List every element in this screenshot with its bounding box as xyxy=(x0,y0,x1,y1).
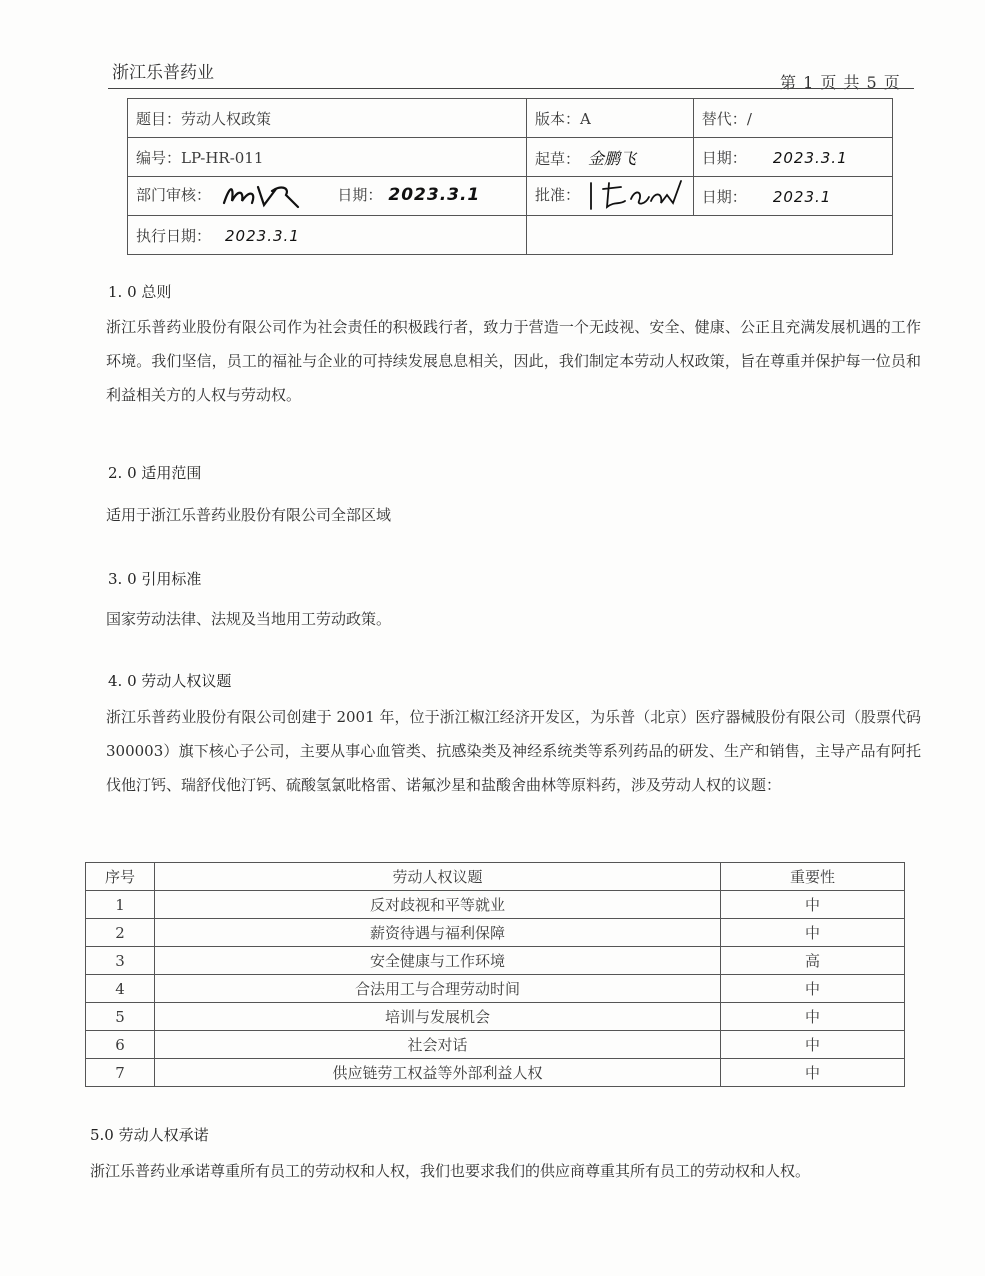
row-importance: 中 xyxy=(721,1059,905,1087)
table-row xyxy=(86,1003,905,1031)
row-importance: 中 xyxy=(721,1003,905,1031)
code-label: 编号： xyxy=(136,148,182,167)
labor-rights-issues-table xyxy=(85,862,905,1087)
section-3-heading: 3. 0 引用标准 xyxy=(108,570,202,588)
title-label: 题目： xyxy=(136,109,182,128)
header-importance: 重要性 xyxy=(721,863,905,891)
dept-review-label: 部门审核： xyxy=(136,186,212,204)
code-value: LP-HR-011 xyxy=(181,148,264,167)
approve-date-label: 日期： xyxy=(701,187,747,206)
info-row-code xyxy=(128,138,893,177)
issues-header-row xyxy=(86,863,905,891)
table-row xyxy=(86,947,905,975)
exec-date: 2023.3.1 xyxy=(225,226,300,245)
section-2-heading: 2. 0 适用范围 xyxy=(108,464,202,482)
section-1-heading: 1. 0 总则 xyxy=(108,283,172,301)
dept-date-label: 日期： xyxy=(337,186,383,204)
row-issue: 培训与发展机会 xyxy=(155,1003,721,1031)
page-info: 第 1 页 共 5 页 xyxy=(780,73,901,92)
section-4-body: 浙江乐普药业股份有限公司创建于 2001 年，位于浙江椒江经济开发区，为乐普（北京）医疗器械股份有限公司（股票代码 300003）旗下核心子公司，主要从事心血管类、抗感染类及神经系统类等系列药品的研发、生产和销售，主导产品有阿托伐他汀钙、瑞舒伐他汀钙、硫酸氢氯吡格雷、诺氟沙星和盐酸舍曲林等原料药，涉及劳动人权的议题： xyxy=(106,708,921,794)
draft-label: 起草： xyxy=(535,149,581,168)
row-issue: 合法用工与合理劳动时间 xyxy=(155,975,721,1003)
section-5-heading: 5.0 劳动人权承诺 xyxy=(90,1126,209,1144)
approve-date: 2023.1 xyxy=(772,187,832,206)
section-4-heading: 4. 0 劳动人权议题 xyxy=(108,672,232,690)
row-no: 1 xyxy=(86,891,155,919)
info-row-exec xyxy=(128,216,893,255)
row-issue: 供应链劳工权益等外部利益人权 xyxy=(155,1059,721,1087)
dept-review-signature-mark xyxy=(220,181,306,211)
table-row xyxy=(86,1059,905,1087)
draft-cell xyxy=(527,138,694,177)
version-cell xyxy=(527,99,694,138)
title-value: 劳动人权政策 xyxy=(181,109,272,128)
info-row-title xyxy=(128,99,893,138)
exec-date-label: 执行日期： xyxy=(136,226,212,245)
row-importance: 中 xyxy=(721,891,905,919)
row-issue: 薪资待遇与福利保障 xyxy=(155,919,721,947)
dept-review-cell xyxy=(128,177,527,216)
dept-date: 2023.3.1 xyxy=(388,185,481,205)
table-row xyxy=(86,891,905,919)
row-importance: 中 xyxy=(721,975,905,1003)
draft-date-cell xyxy=(693,138,892,177)
table-row xyxy=(86,975,905,1003)
header-no: 序号 xyxy=(86,863,155,891)
row-no: 5 xyxy=(86,1003,155,1031)
title-cell xyxy=(128,99,527,138)
approve-cell xyxy=(527,177,694,216)
table-row xyxy=(86,1031,905,1059)
version-value: A xyxy=(580,109,591,128)
table-row xyxy=(86,919,905,947)
replace-label: 替代： xyxy=(701,109,747,128)
row-no: 3 xyxy=(86,947,155,975)
document-info-table xyxy=(127,98,893,255)
row-no: 2 xyxy=(86,919,155,947)
row-issue: 安全健康与工作环境 xyxy=(155,947,721,975)
version-label: 版本： xyxy=(535,109,581,128)
draft-signature: 金鹏飞 xyxy=(588,148,637,168)
section-3-body: 国家劳动法律、法规及当地用工劳动政策。 xyxy=(106,610,392,628)
replace-cell xyxy=(693,99,892,138)
row-importance: 中 xyxy=(721,1031,905,1059)
row-no: 7 xyxy=(86,1059,155,1087)
exec-date-cell xyxy=(128,216,527,255)
approve-date-cell xyxy=(693,177,892,216)
replace-value: / xyxy=(746,109,752,128)
info-row-review xyxy=(128,177,893,216)
row-issue: 社会对话 xyxy=(155,1031,721,1059)
header-rule xyxy=(108,88,914,89)
draft-date-label: 日期： xyxy=(701,148,747,167)
approve-label: 批准： xyxy=(535,186,581,204)
header-issue: 劳动人权议题 xyxy=(155,863,721,891)
draft-date: 2023.3.1 xyxy=(772,148,848,167)
section-1-body: 浙江乐普药业股份有限公司作为社会责任的积极践行者，致力于营造一个无歧视、安全、健康、公正且充满发展机遇的工作环境。我们坚信，员工的福祉与企业的可持续发展息息相关，因此，我们制定本劳动人权政策，旨在尊重并保护每一位员和利益相关方的人权与劳动权。 xyxy=(106,318,921,404)
row-importance: 中 xyxy=(721,919,905,947)
company-name: 浙江乐普药业 xyxy=(112,63,214,83)
row-no: 6 xyxy=(86,1031,155,1059)
row-issue: 反对歧视和平等就业 xyxy=(155,891,721,919)
code-cell xyxy=(128,138,527,177)
section-2-body: 适用于浙江乐普药业股份有限公司全部区域 xyxy=(106,506,392,524)
empty-cell xyxy=(527,216,893,255)
row-importance: 高 xyxy=(721,947,905,975)
section-5-body: 浙江乐普药业承诺尊重所有员工的劳动权和人权，我们也要求我们的供应商尊重其所有员工的劳动权和人权。 xyxy=(90,1162,811,1180)
approve-signature-mark xyxy=(585,179,685,213)
row-no: 4 xyxy=(86,975,155,1003)
